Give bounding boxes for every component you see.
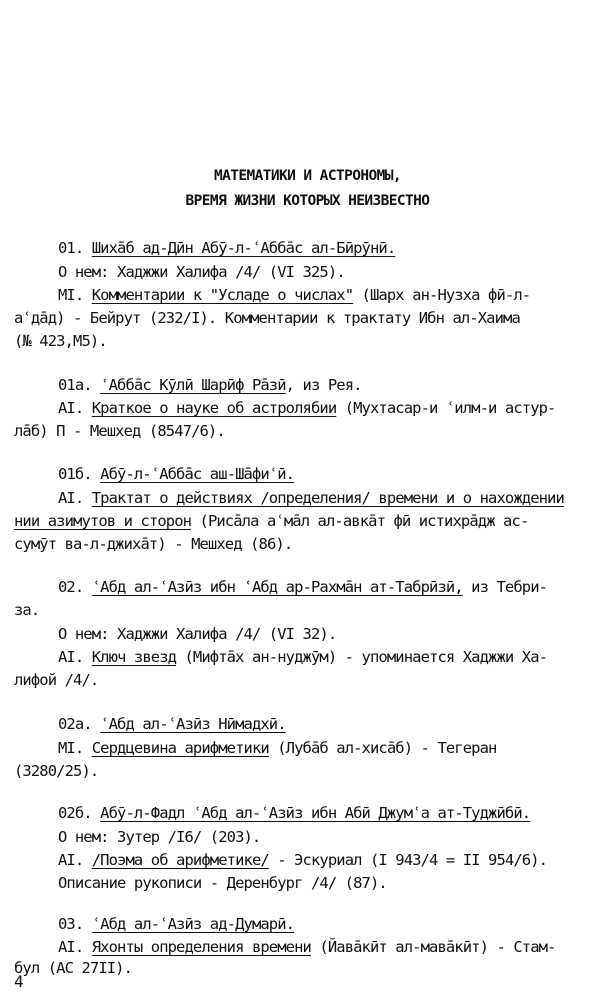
- work-title: Яхонты определения времени: [91, 938, 311, 956]
- entry-02-header: [58, 577, 547, 597]
- entry-03-header: [58, 914, 294, 934]
- work-title: Комментарии к "Усладе о числах": [91, 286, 354, 304]
- entry-02b-work: [58, 850, 547, 870]
- page-heading-line-2: ВРЕМЯ ЖИЗНИ КОТОРЫХ НЕИЗВЕСТНО: [185, 193, 430, 209]
- entry-02b-header: [58, 803, 530, 823]
- entry-02-about: О нем: Хаджжи Халифа /4/ (VI 32).: [58, 625, 337, 643]
- entry-01-work: [58, 285, 530, 305]
- entry-01b-header: [58, 464, 294, 484]
- work-code: AI.: [58, 489, 84, 507]
- entry-01a-header: [58, 375, 362, 395]
- entry-01b-work-cont: [14, 511, 528, 531]
- work-details: (Мифтāх ан-нуджӯм) - упоминается Хаджжи Ха-: [176, 648, 548, 666]
- entry-02-work-cont: лифой /4/.: [14, 671, 99, 689]
- scholar-origin: из Тебри-: [462, 578, 548, 596]
- work-details: - Эскуриал (I 943/4 = II 954/6).: [268, 851, 548, 869]
- entry-number: 02.: [58, 578, 84, 596]
- scholar-name: ʿАбд ал-ʿАзӣз Нӣмадхӣ.: [100, 715, 286, 733]
- entry-number: 02б.: [58, 804, 92, 822]
- work-code: AI.: [58, 938, 84, 956]
- work-code: AI.: [58, 399, 84, 417]
- entry-01-work-cont: аʿдāд) - Бейрут (232/I). Комментарии к трактату Ибн ал-Хаима: [14, 309, 520, 327]
- entry-03-work-cont: бул (АС 27II).: [14, 959, 133, 977]
- work-title: Сердцевина арифметики: [91, 739, 269, 757]
- work-title: /Поэма об арифметике/: [91, 851, 269, 869]
- entry-02a-work-cont: (3280/25).: [14, 762, 99, 780]
- entry-number: 01б.: [58, 465, 92, 483]
- scholar-name: Шихāб ад-Дӣн Абӯ-л-ʿАббāс ал-Бӣрӯнӣ.: [91, 239, 396, 257]
- work-details: (Лубāб ал-хисāб) - Тегеран: [268, 739, 497, 757]
- entry-number: 01а.: [58, 376, 92, 394]
- work-title-cont: нии азимутов и сторон: [14, 512, 192, 530]
- entry-02b-about: О нем: Зутер /I6/ (203).: [58, 828, 261, 846]
- work-code: MI.: [58, 286, 84, 304]
- entry-number: 01.: [58, 239, 84, 257]
- entry-01b-work: [58, 488, 564, 508]
- scholar-name: Абӯ-л-Фадл ʿАбд ал-ʿАзӣз ибн Абӣ Джумʿа ат-Туджӣбӣ.: [100, 804, 531, 822]
- entry-02b-work-cont: Описание рукописи - Деренбург /4/ (87).: [58, 874, 387, 892]
- work-title: Трактат о действиях /определения/ времени и о нахождении: [91, 489, 564, 507]
- work-code: AI.: [58, 648, 84, 666]
- entry-02-header-cont: за.: [14, 601, 40, 619]
- page-number: 4: [14, 972, 24, 991]
- entry-03-work: [58, 937, 556, 957]
- entry-02-work: [58, 647, 547, 667]
- entry-02a-header: [58, 714, 286, 734]
- scholar-name: ʿАбд ал-ʿАзӣз ад-Думарӣ.: [91, 915, 295, 933]
- entry-01-about: О нем: Хаджжи Халифа /4/ (VI 325).: [58, 263, 345, 281]
- entry-number: 02а.: [58, 715, 92, 733]
- work-details: (Шарх ан-Нузха фӣ-л-: [353, 286, 531, 304]
- work-details: (Мухтасар-и ʿилм-и астур-: [336, 399, 556, 417]
- entry-01-header: [58, 238, 395, 258]
- entry-01b-work-cont-2: сумӯт ва-л-джихāт) - Мешхед (86).: [14, 535, 293, 553]
- entry-number: 03.: [58, 915, 84, 933]
- entry-02a-work: [58, 738, 496, 758]
- entry-01a-work-cont: лāб) П - Мешхед (8547/6).: [14, 422, 225, 440]
- entry-01a-work: [58, 398, 556, 418]
- work-title: Краткое о науке об астролябии: [91, 399, 337, 417]
- scholar-origin: , из Рея.: [285, 376, 362, 394]
- entry-01-work-cont-2: (№ 423,М5).: [14, 332, 107, 350]
- work-code: MI.: [58, 739, 84, 757]
- work-details: (Рисāла аʿмāл ал-авкāт фӣ истихрāдж ас-: [191, 512, 529, 530]
- work-details: (Йавāкӣт ал-мавāкӣт) - Стам-: [310, 938, 556, 956]
- scholar-name: ʿАббāс Кӯлӣ Шарӣф Рāзӣ: [100, 376, 286, 394]
- page-heading-line-1: МАТЕМАТИКИ И АСТРОНОМЫ,: [214, 168, 401, 184]
- scholar-name: ʿАбд ал-ʿАзӣз ибн ʿАбд ар-Рахмāн ат-Табрӣзӣ,: [91, 578, 463, 596]
- work-title: Ключ звезд: [91, 648, 177, 666]
- work-code: AI.: [58, 851, 84, 869]
- scholar-name: Абӯ-л-ʿАббāс аш-Шāфиʿӣ.: [100, 465, 295, 483]
